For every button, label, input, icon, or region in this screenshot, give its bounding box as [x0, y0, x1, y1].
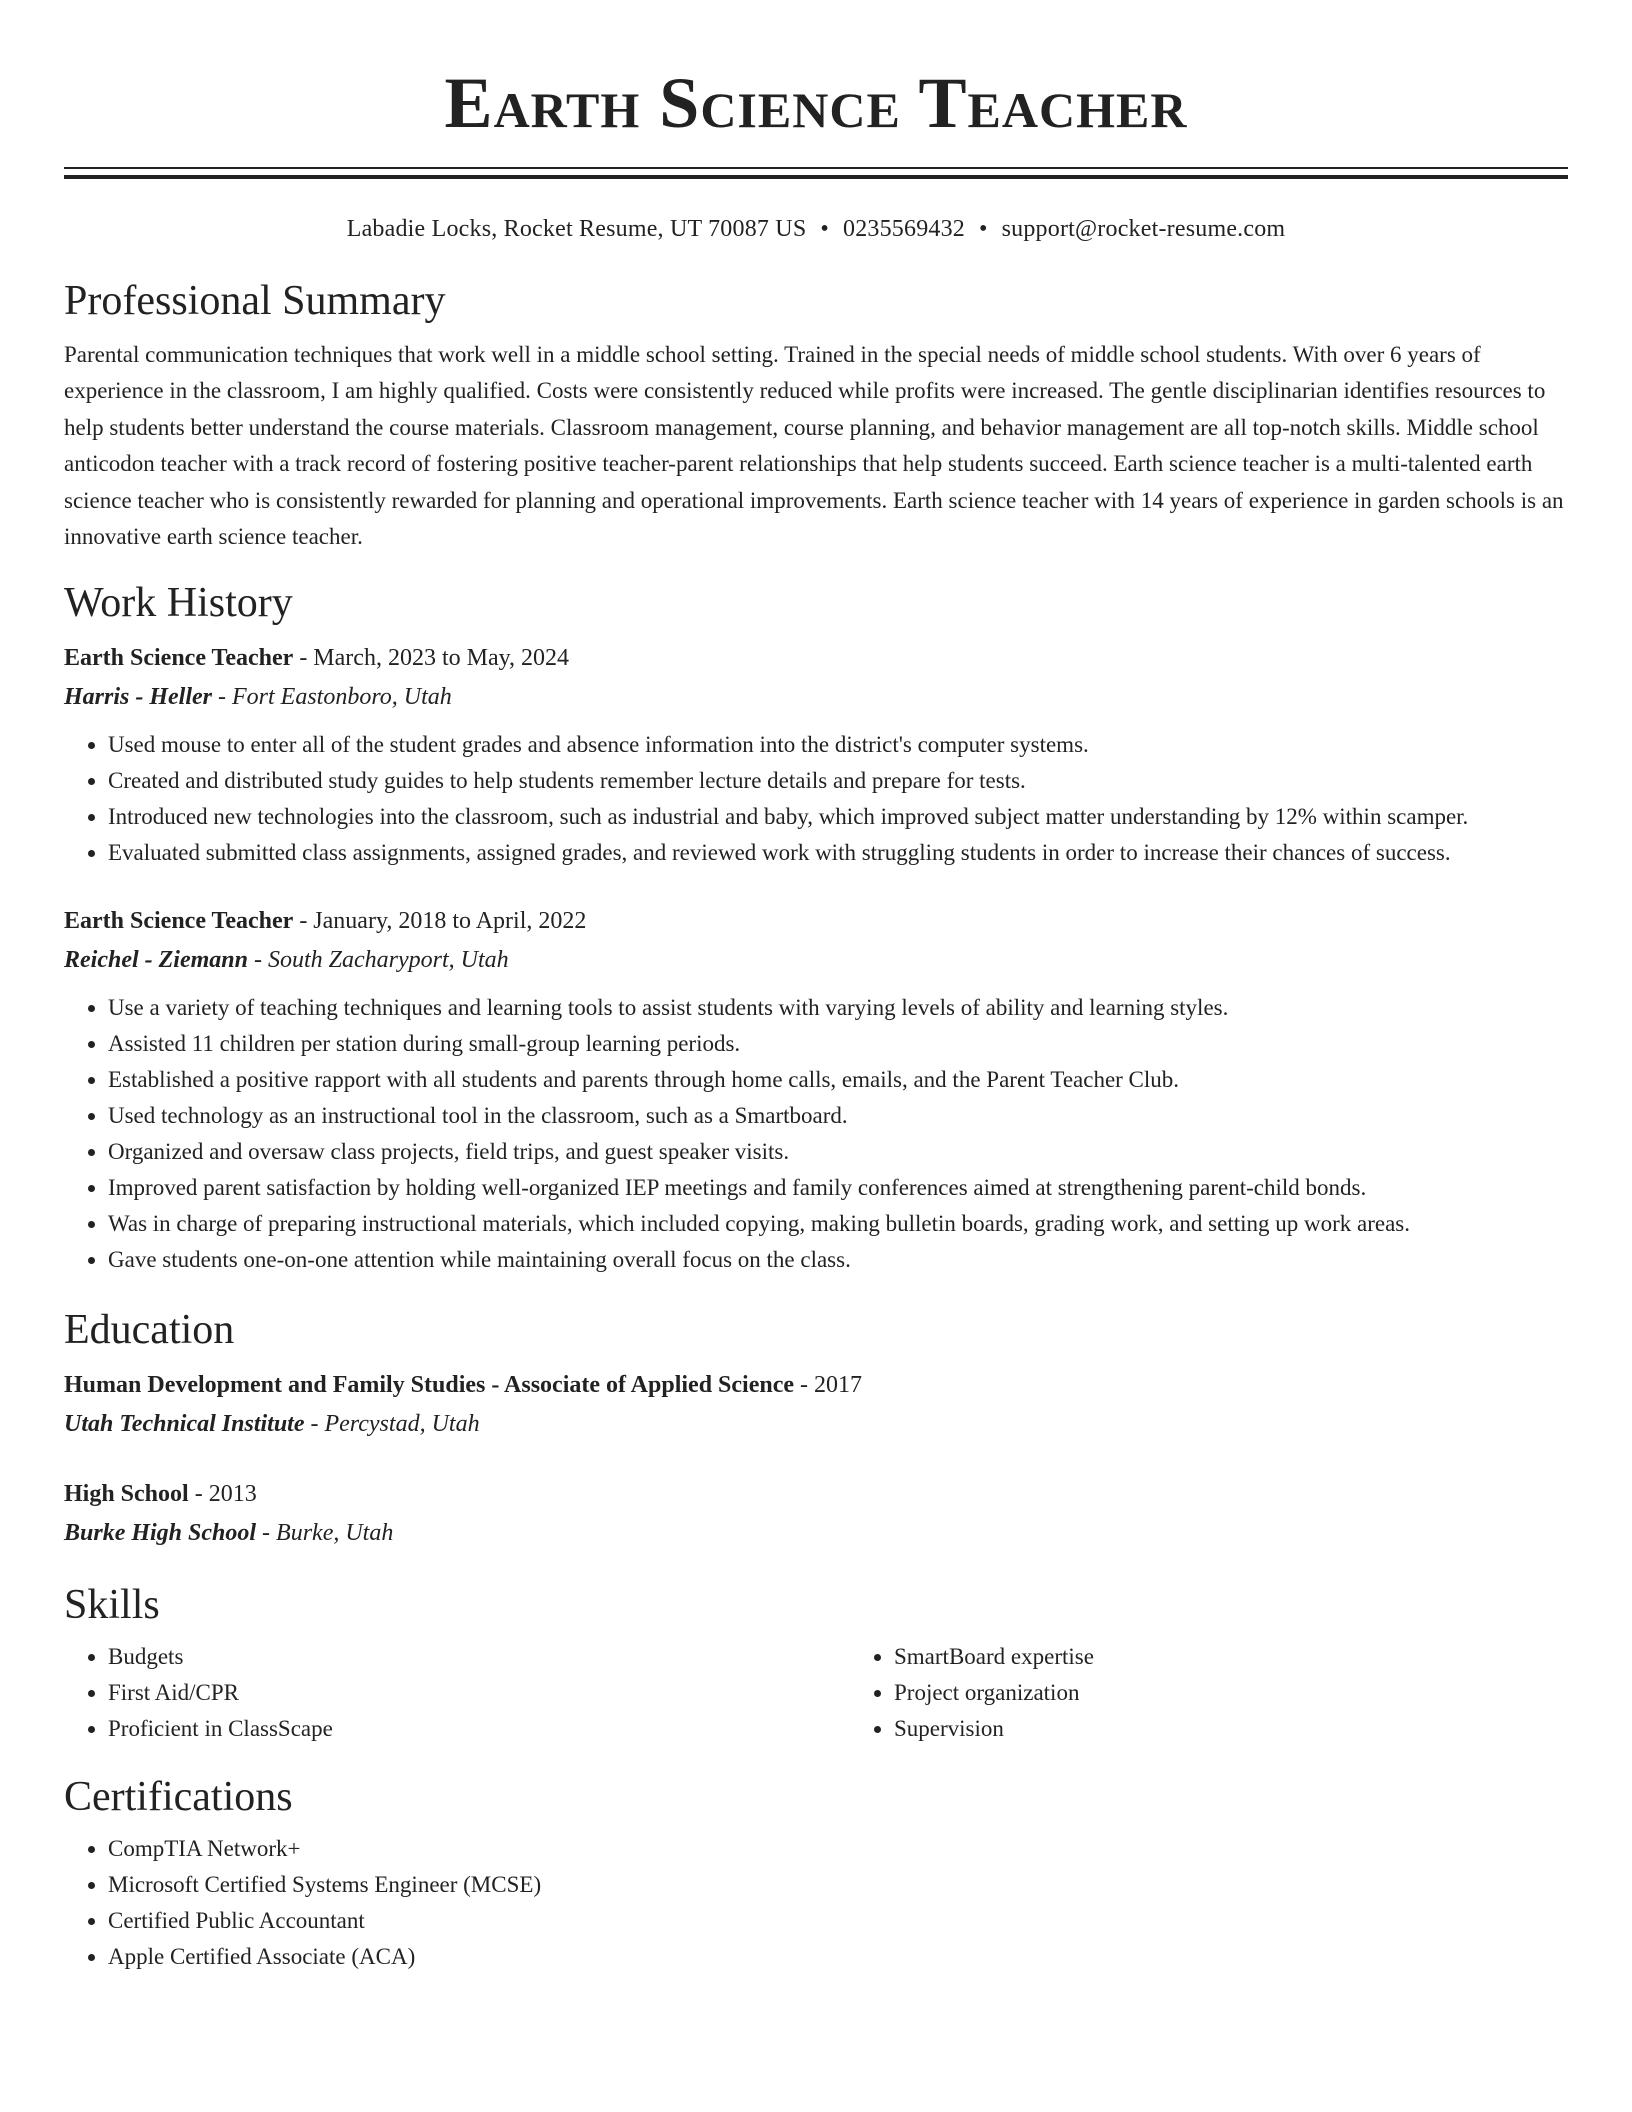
skill-item: • First Aid/CPR [108, 1675, 850, 1711]
job-company: Reichel - Ziemann [64, 947, 248, 974]
job-header [64, 639, 1568, 677]
section-title-work-history: Work History [64, 580, 293, 627]
education-entry [64, 1475, 1568, 1553]
section-title-skills: Skills [64, 1582, 160, 1629]
certifications-list [64, 1831, 1568, 1975]
skill-item: • Supervision [894, 1711, 1568, 1747]
certification-item: • Microsoft Certified Systems Engineer (MCSE) [108, 1867, 1568, 1903]
education-location: - Burke, Utah [256, 1520, 394, 1547]
contact-phone[interactable]: 0235569432 [843, 216, 965, 242]
header-rule-thick [64, 175, 1568, 179]
education-entry [64, 1366, 1568, 1444]
list-item: • Improved parent satisfaction by holding well-organized IEP meetings and family conferences aimed at strengthening parent-child bonds. [108, 1170, 1568, 1206]
job-header [64, 902, 1568, 940]
header-rule-thin [64, 167, 1568, 169]
job-dates: - March, 2023 to May, 2024 [293, 645, 570, 672]
job-location: - South Zacharyport, Utah [247, 947, 509, 974]
certification-item: • Certified Public Accountant [108, 1903, 1568, 1939]
skill-item: • Proficient in ClassScape [108, 1711, 850, 1747]
resume-page [64, 0, 1568, 1975]
job-role: Earth Science Teacher [64, 908, 294, 935]
job-role: Earth Science Teacher [64, 645, 294, 672]
list-item: • Assisted 11 children per station during small-group learning periods. [108, 1026, 1568, 1062]
list-item: • Created and distributed study guides to help students remember lecture details and prepare for tests. [108, 763, 1568, 799]
contact-separator: • [979, 216, 988, 242]
education-header [64, 1475, 1568, 1513]
list-item: • Established a positive rapport with all students and parents through home calls, emails, and the Parent Teacher Club. [108, 1062, 1568, 1098]
education-year: - 2017 [794, 1372, 863, 1399]
job-bullet-list [64, 990, 1568, 1278]
summary-text: Parental communication techniques that work well in a middle school setting. Trained in the special needs of middle school students. With over 6 years of experience in the classroom, I am highly qualified. Costs were consistently reduced while profits were increased. The gentle disciplinarian identifies resources to help students better understand the course materials. Classroom management, course planning, and behavior management are all top-notch skills. Middle school anticodon teacher with a track record of fostering positive teacher-parent relationships that help students succeed. Earth science teacher is a multi-talented earth science teacher who is consistently rewarded for planning and operational improvements. Earth science teacher with 14 years of experience in garden schools is an innovative earth science teacher. [64, 342, 1564, 550]
list-item: • Evaluated submitted class assignments, assigned grades, and reviewed work with struggling students in order to increase their chances of success. [108, 835, 1568, 871]
education-degree: High School [64, 1481, 189, 1508]
skill-item: • SmartBoard expertise [894, 1639, 1568, 1675]
list-item: • Was in charge of preparing instructional materials, which included copying, making bulletin boards, grading work, and setting up work areas. [108, 1206, 1568, 1242]
skills-column-right [850, 1639, 1568, 1747]
job-bullet-list [64, 727, 1568, 871]
education-header [64, 1366, 1568, 1404]
section-title-certifications: Certifications [64, 1774, 293, 1821]
job-entry [64, 639, 1568, 871]
contact-address: Labadie Locks, Rocket Resume, UT 70087 US [346, 216, 807, 242]
section-title-education: Education [64, 1307, 235, 1354]
skills-column-left [64, 1639, 850, 1747]
section-title-summary: Professional Summary [64, 278, 446, 324]
education-school: Burke High School [64, 1520, 257, 1547]
job-entry [64, 902, 1568, 1278]
education-location: - Percystad, Utah [304, 1411, 480, 1438]
resume-name-title: Earth Science Teacher [444, 63, 1188, 143]
education-school: Utah Technical Institute [64, 1411, 305, 1438]
education-institution [64, 1513, 1568, 1553]
list-item: • Use a variety of teaching techniques and learning tools to assist students with varying levels of ability and learning styles. [108, 990, 1568, 1026]
list-item: • Introduced new technologies into the classroom, such as industrial and baby, which improved subject matter understanding by 12% within scamper. [108, 799, 1568, 835]
skill-item: • Project organization [894, 1675, 1568, 1711]
certification-item: • Apple Certified Associate (ACA) [108, 1939, 1568, 1975]
list-item: • Used technology as an instructional tool in the classroom, such as a Smartboard. [108, 1098, 1568, 1134]
list-item: • Gave students one-on-one attention while maintaining overall focus on the class. [108, 1242, 1568, 1278]
contact-line [64, 213, 1568, 245]
job-employer [64, 677, 1568, 717]
job-employer [64, 940, 1568, 980]
education-year: - 2013 [188, 1481, 257, 1508]
job-company: Harris - Heller [64, 684, 212, 711]
list-item: • Used mouse to enter all of the student grades and absence information into the district's computer systems. [108, 727, 1568, 763]
contact-email[interactable]: support@rocket-resume.com [1001, 216, 1286, 242]
job-dates: - January, 2018 to April, 2022 [293, 908, 587, 935]
contact-separator: • [820, 216, 829, 242]
certification-item: • CompTIA Network+ [108, 1831, 1568, 1867]
list-item: • Organized and oversaw class projects, field trips, and guest speaker visits. [108, 1134, 1568, 1170]
skills-grid [64, 1639, 1568, 1747]
education-degree: Human Development and Family Studies - Associate of Applied Science [64, 1372, 795, 1399]
education-institution [64, 1404, 1568, 1444]
skill-item: • Budgets [108, 1639, 850, 1675]
job-location: - Fort Eastonboro, Utah [212, 684, 452, 711]
